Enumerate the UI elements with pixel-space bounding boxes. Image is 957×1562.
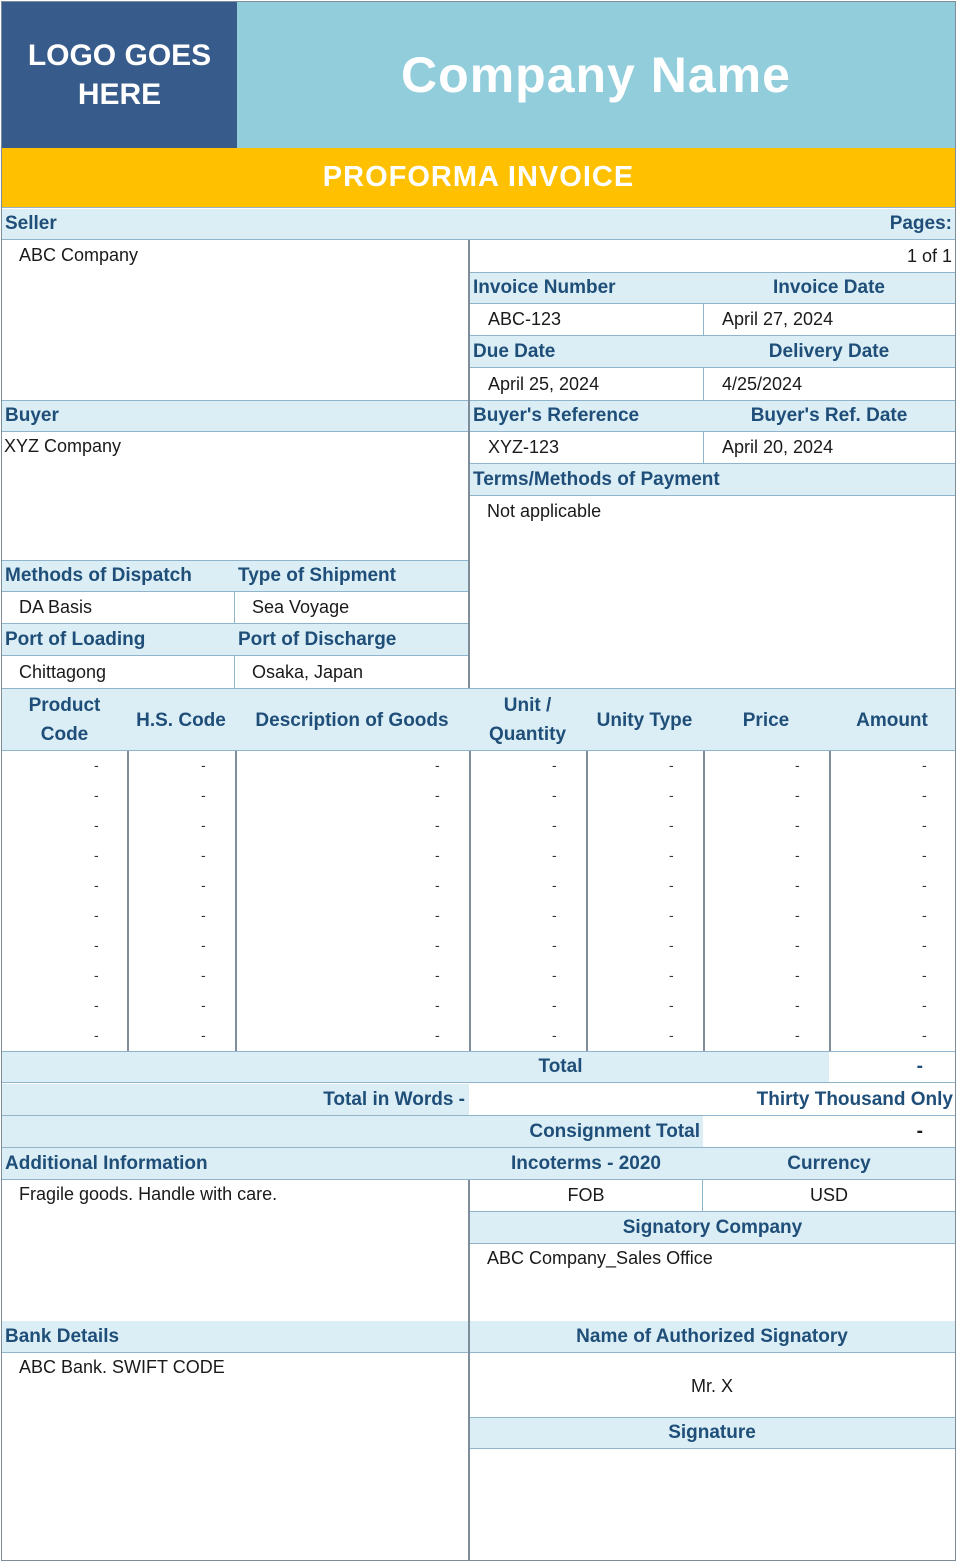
consignment-total-value: -: [703, 1116, 955, 1148]
table-cell: -: [795, 847, 800, 863]
table-cell: -: [435, 907, 440, 923]
items-column-divider: [469, 751, 471, 1051]
table-cell: -: [201, 1027, 206, 1043]
table-cell: -: [669, 787, 674, 803]
table-cell: -: [552, 967, 557, 983]
col-amount: Amount: [829, 690, 955, 750]
items-table-body: [2, 751, 955, 1051]
table-cell: -: [94, 937, 99, 953]
table-cell: -: [94, 757, 99, 773]
port-loading-value: Chittagong: [2, 656, 235, 688]
total-value: [829, 1051, 955, 1083]
port-discharge-value: Osaka, Japan: [252, 661, 364, 682]
shipment-type-value: Sea Voyage: [235, 592, 469, 624]
items-column-divider: [703, 751, 705, 1051]
table-cell: -: [922, 847, 927, 863]
table-cell: -: [435, 997, 440, 1013]
items-column-divider: [586, 751, 588, 1051]
table-cell: -: [552, 877, 557, 893]
table-cell: -: [795, 787, 800, 803]
invoice-date: April 27, 2024: [703, 304, 955, 336]
table-cell: -: [201, 787, 206, 803]
table-cell: -: [669, 907, 674, 923]
port-discharge-label: Port of Discharge: [235, 624, 469, 656]
table-cell: -: [435, 787, 440, 803]
col-unity-type: Unity Type: [586, 690, 703, 750]
buyer-label: Buyer: [2, 400, 469, 432]
table-cell: -: [922, 787, 927, 803]
table-cell: -: [552, 907, 557, 923]
currency-value: USD: [703, 1180, 955, 1212]
dispatch-label: Methods of Dispatch: [2, 560, 235, 592]
col-product-code: Product Code: [2, 690, 127, 750]
invoice-number: ABC-123: [469, 304, 703, 336]
table-cell: -: [922, 817, 927, 833]
table-cell: -: [552, 847, 557, 863]
table-cell: -: [795, 817, 800, 833]
signatory-company-label: Signatory Company: [469, 1212, 955, 1244]
bank-details-value: ABC Bank. SWIFT CODE: [19, 1357, 225, 1377]
total-value-text: -: [916, 1056, 923, 1077]
lower-section-divider: [468, 1180, 470, 1560]
port-loading-label: Port of Loading: [2, 624, 235, 656]
payment-terms-value: Not applicable: [487, 501, 602, 521]
due-date-label: Due Date: [469, 336, 703, 368]
table-cell: -: [922, 877, 927, 893]
table-cell: -: [435, 817, 440, 833]
top-section-divider: [468, 240, 470, 688]
table-cell: -: [94, 1027, 99, 1043]
table-cell: -: [201, 997, 206, 1013]
table-cell: -: [94, 817, 99, 833]
items-column-divider: [235, 751, 237, 1051]
table-cell: -: [922, 757, 927, 773]
table-cell: -: [795, 877, 800, 893]
signature-label: Signature: [469, 1417, 955, 1449]
seller-value: ABC Company: [19, 245, 139, 265]
table-cell: -: [669, 817, 674, 833]
buyer-ref-date-label: Buyer's Ref. Date: [703, 400, 955, 432]
table-cell: -: [669, 757, 674, 773]
total-label: Total: [2, 1051, 829, 1083]
table-cell: -: [922, 997, 927, 1013]
consignment-total-label: Consignment Total: [2, 1116, 703, 1148]
col-price: Price: [703, 690, 829, 750]
table-cell: -: [435, 1027, 440, 1043]
items-column-divider: [127, 751, 129, 1051]
table-cell: -: [201, 847, 206, 863]
table-cell: -: [435, 967, 440, 983]
table-cell: -: [94, 847, 99, 863]
pages-value: 1 of 1: [469, 241, 955, 273]
table-cell: -: [922, 1027, 927, 1043]
table-cell: -: [435, 847, 440, 863]
company-header: [237, 2, 955, 148]
table-cell: -: [795, 1027, 800, 1043]
delivery-date: 4/25/2024: [703, 368, 955, 400]
table-cell: -: [552, 937, 557, 953]
table-cell: -: [201, 817, 206, 833]
delivery-date-label: Delivery Date: [703, 336, 955, 368]
invoice-number-label: Invoice Number: [469, 273, 703, 304]
logo-placeholder: [2, 2, 237, 148]
document-title: PROFORMA INVOICE: [322, 161, 635, 193]
table-cell: -: [552, 1027, 557, 1043]
shipment-type-label: Type of Shipment: [235, 560, 469, 592]
table-cell: -: [669, 877, 674, 893]
table-cell: -: [922, 967, 927, 983]
total-in-words-value: Thirty Thousand Only: [469, 1084, 955, 1116]
signatory-company-value: ABC Company_Sales Office: [487, 1248, 713, 1268]
table-cell: -: [795, 937, 800, 953]
table-cell: -: [201, 877, 206, 893]
table-cell: -: [552, 997, 557, 1013]
logo-text: LOGO GOES HERE: [27, 39, 212, 111]
seller-label: Seller: [2, 209, 469, 240]
table-cell: -: [201, 967, 206, 983]
due-date: April 25, 2024: [469, 368, 703, 400]
table-cell: -: [922, 907, 927, 923]
buyer-reference-label: Buyer's Reference: [469, 400, 703, 432]
table-cell: -: [922, 937, 927, 953]
authorized-signatory-label: Name of Authorized Signatory: [469, 1321, 955, 1353]
table-cell: -: [201, 937, 206, 953]
table-cell: -: [552, 757, 557, 773]
table-cell: -: [669, 1027, 674, 1043]
table-cell: -: [552, 787, 557, 803]
additional-info-label: Additional Information: [2, 1148, 469, 1180]
table-cell: -: [201, 907, 206, 923]
buyer-reference: XYZ-123: [469, 432, 703, 464]
table-cell: -: [795, 967, 800, 983]
table-cell: -: [201, 757, 206, 773]
table-cell: -: [795, 997, 800, 1013]
payment-terms-label: Terms/Methods of Payment: [469, 464, 955, 496]
items-column-divider: [829, 751, 831, 1051]
table-cell: -: [435, 757, 440, 773]
bank-details-label: Bank Details: [2, 1321, 469, 1353]
incoterms-label: Incoterms - 2020: [469, 1148, 703, 1180]
authorized-signatory-name: Mr. X: [690, 1375, 733, 1396]
currency-label: Currency: [703, 1148, 955, 1180]
table-cell: -: [669, 997, 674, 1013]
col-hs-code: H.S. Code: [127, 690, 235, 750]
table-cell: -: [94, 787, 99, 803]
table-cell: -: [94, 907, 99, 923]
additional-info-value: Fragile goods. Handle with care.: [19, 1184, 278, 1204]
company-name: Company Name: [401, 47, 791, 103]
incoterms-value: FOB: [469, 1180, 703, 1212]
table-cell: -: [94, 997, 99, 1013]
table-cell: -: [94, 877, 99, 893]
col-unit-quantity: Unit / Quantity: [469, 690, 586, 750]
title-bar: [2, 148, 955, 208]
buyer-value: XYZ Company: [4, 436, 122, 456]
dispatch-value: DA Basis: [2, 592, 235, 624]
table-cell: -: [669, 967, 674, 983]
invoice-date-label: Invoice Date: [703, 273, 955, 304]
table-cell: -: [552, 817, 557, 833]
table-cell: -: [435, 937, 440, 953]
table-cell: -: [94, 967, 99, 983]
table-cell: -: [669, 937, 674, 953]
pages-label: Pages:: [469, 209, 955, 240]
table-cell: -: [795, 907, 800, 923]
col-description: Description of Goods: [235, 690, 469, 750]
total-in-words-label: Total in Words -: [2, 1084, 469, 1116]
table-cell: -: [435, 877, 440, 893]
table-cell: -: [795, 757, 800, 773]
signature-area[interactable]: [469, 1449, 955, 1560]
buyer-ref-date: April 20, 2024: [703, 432, 955, 464]
table-cell: -: [669, 847, 674, 863]
